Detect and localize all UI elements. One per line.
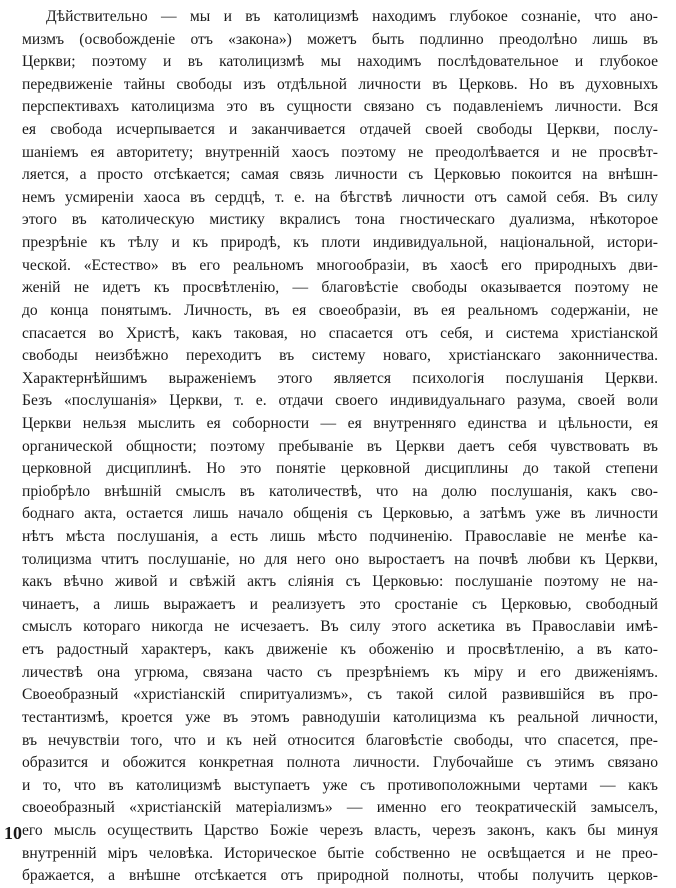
text-line: передвиженіе тайны свободы изъ отдѣльной личности въ Церковь. Но въ духовныхъ (22, 75, 658, 93)
text-line: женій не идетъ къ просвѣтленію, — благовѣстіе свободы оказывается поэтому не (22, 279, 658, 297)
text-line: ляется, а просто отсѣкается; самая связь личности съ Церковью покоится на внѣшн- (22, 166, 658, 184)
text-line: церковной дисциплинѣ. Но это понятіе церковной дисциплины до такой степени (22, 460, 658, 478)
text-line: въ нечувствіи того, что и къ ней относится благовѣстіе свободы, что спасется, пре- (22, 731, 658, 749)
text-line: какъ вѣчно живой и свѣжій актъ слiянія съ Церковью: послушаніе поэтому не на- (22, 573, 658, 591)
text-line: Своеобразный «христіанскій спиритуализмъ», съ такой силой развившійся въ про- (22, 686, 658, 704)
text-line: тестантизмѣ, кроется уже въ этомъ равнодушіи католицизма къ реальной личности, (22, 708, 658, 726)
text-line: шаніемъ ея авторитету; внутренній хаосъ поэтому не преодолѣвается и не просвѣт- (22, 143, 658, 161)
text-line: толицизма чтитъ послушаніе, но для него оно выростаетъ на почвѣ любви къ Церкви, (22, 550, 658, 568)
text-line: перспективахъ католицизма это въ сущности связано съ подавленіемъ личности. Вся (22, 98, 658, 116)
text-line: Безъ «послушанія» Церкви, т. е. отдачи своего индивидуальнаго разума, своей воли (22, 392, 658, 410)
text-line: смыслъ котораго никогда не исчезаетъ. Въ силу этого аскетика въ Православіи имѣ- (22, 618, 658, 636)
text-line: Церкви; поэтому и въ католицизмѣ мы находимъ послѣдовательное и глубокое (22, 53, 658, 71)
text-line: чинаетъ, а лишь выражаетъ и реализуетъ это сростаніе съ Церковью, свободный (22, 595, 658, 613)
body-text (22, 6, 658, 888)
text-line: Характернѣйшимъ выраженіемъ этого является психологія послушанія Церкви. (22, 369, 658, 387)
text-line: до конца понятымъ. Личность, въ ея своеобразіи, въ ея реальномъ содержаніи, не (22, 301, 658, 319)
page-number: 10 (4, 823, 22, 843)
text-line: ея свобода исчерпывается и заканчивается отдачей своей свободы Церкви, послу- (22, 121, 658, 139)
text-line: свободы неизбѣжно переходитъ въ систему новаго, христіанскаго законничества. (22, 347, 658, 365)
text-line: пріобрѣло внѣшній смыслъ въ католичествѣ, что на долю послушанія, какъ сво- (22, 482, 658, 500)
text-line: ческой. «Естество» въ его реальномъ многообразіи, въ хаосѣ его природныхъ дви- (22, 256, 658, 274)
text-line: боднаго акта, остается лишь начало общенія съ Церковью, а затѣмъ уже въ личности (22, 505, 658, 523)
text-line: органической общности; поэтому пребываніе въ Церкви даетъ себя чувствовать въ (22, 437, 658, 455)
text-line: его мысль осуществить Царство Божіе черезъ власть, черезъ законъ, какъ бы минуя (22, 821, 658, 839)
text-line: внутренній міръ человѣка. Историческое бытіе собственно не освѣщается и не прео- (22, 844, 658, 862)
text-line: личествѣ она угрюма, связана часто съ презрѣніемъ къ міру и его движеніямъ. (22, 663, 658, 681)
text-line: презрѣніе къ тѣлу и къ природѣ, къ плоти индивидуальной, національной, истори- (22, 234, 658, 252)
text-line: нѣтъ мѣста послушанія, а есть лишь мѣсто подчиненію. Православіе не менѣе ка- (22, 528, 658, 546)
text-line: Церкви нельзя мыслить ея соборности — ея внутренняго единства и цѣльности, ея (22, 414, 658, 432)
text-line: образится и обожится конкретная полнота личности. Глубочайше съ этимъ связано (22, 754, 658, 772)
text-line: и то, что въ католицизмѣ выступаетъ уже съ противоположными чертами — какъ (22, 776, 658, 794)
text-line: немъ усмиреніи хаоса въ сердцѣ, т. е. на бѣгствѣ личности отъ самой себя. Въ силу (22, 188, 658, 206)
text-line: етъ радостный характеръ, какъ движеніе къ обоженію и просвѣтленію, а въ като- (22, 641, 658, 659)
text-line: этого въ католическую мистику вкралисъ тона гностическаго дуализма, нѣкоторое (22, 211, 658, 229)
text-line: бражается, а внѣшне отсѣкается отъ природной полноты, чтобы получить церков- (22, 867, 658, 885)
text-line: спасается во Христѣ, какъ таковая, но спасается отъ себя, и система христіанской (22, 324, 658, 342)
text-line: мизмъ (освобожденіе отъ «закона») можетъ быть подлинно преодолѣно лишь въ (22, 30, 658, 48)
text-line: Дѣйствительно — мы и въ католицизмѣ находимъ глубокое сознаніе, что ано- (46, 8, 658, 25)
text-line: своеобразный «христіанскій матеріализмъ» — именно его теократическій замыселъ, (22, 799, 658, 817)
